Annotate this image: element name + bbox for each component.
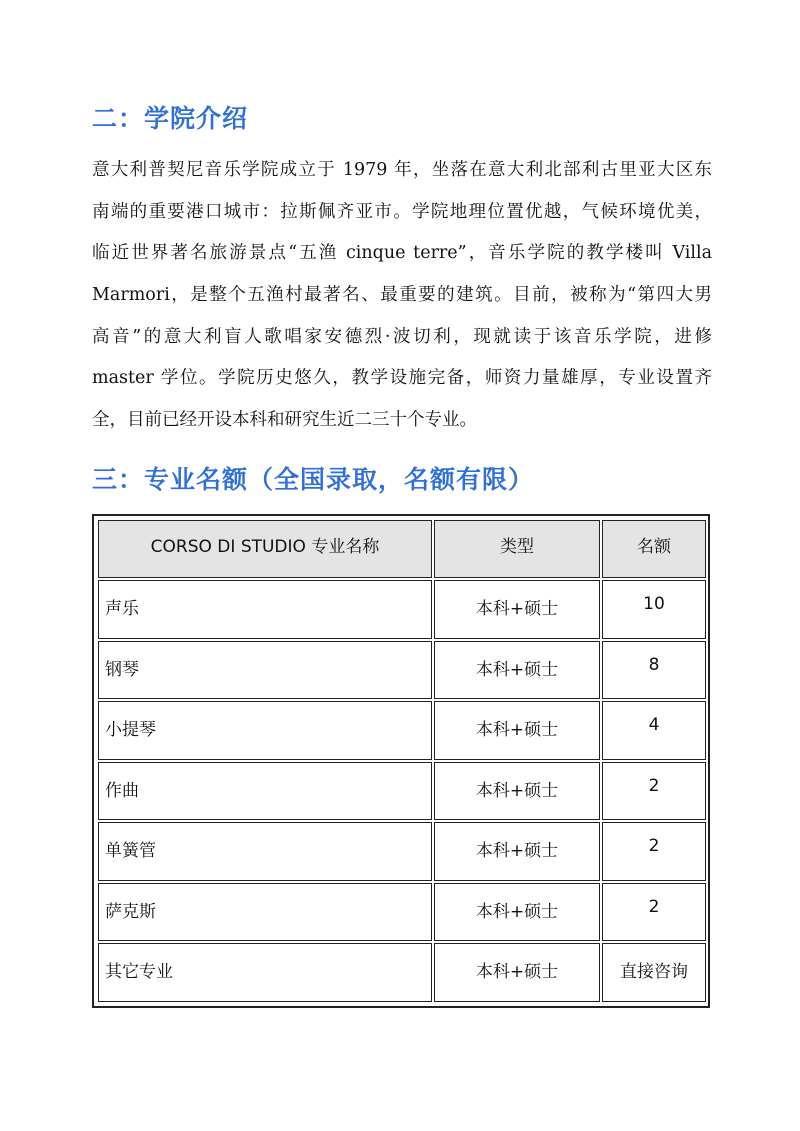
table-row xyxy=(98,762,706,821)
intro-line: master 学位。学院历史悠久，教学设施完备，师资力量雄厚，专业设置齐 xyxy=(92,368,712,389)
quota-table-frame xyxy=(92,514,710,1008)
table-row xyxy=(98,943,706,1002)
cell-type: 本科+硕士 xyxy=(434,762,600,821)
cell-major-name: 声乐 xyxy=(98,580,432,639)
cell-type: 本科+硕士 xyxy=(434,701,600,760)
cell-quota: 2 xyxy=(602,822,706,881)
cell-quota: 4 xyxy=(602,701,706,760)
cell-type: 本科+硕士 xyxy=(434,943,600,1002)
cell-quota: 10 xyxy=(602,580,706,639)
header-major-name: CORSO DI STUDIO 专业名称 xyxy=(98,520,432,578)
cell-major-name: 钢琴 xyxy=(98,641,432,700)
header-type: 类型 xyxy=(434,520,600,578)
section-heading-major-quota: 三：专业名额（全国录取，名额有限） xyxy=(92,465,535,494)
cell-major-name: 单簧管 xyxy=(98,822,432,881)
intro-line: 临近世界著名旅游景点“五渔 cinque terre”，音乐学院的教学楼叫 Villa xyxy=(92,243,712,264)
quota-table xyxy=(96,518,708,1004)
college-intro-paragraph xyxy=(92,150,712,442)
table-header-row xyxy=(98,520,706,578)
cell-major-name: 小提琴 xyxy=(98,701,432,760)
cell-major-name: 其它专业 xyxy=(98,943,432,1002)
header-quota: 名额 xyxy=(602,520,706,578)
table-row xyxy=(98,822,706,881)
cell-quota: 直接咨询 xyxy=(602,943,706,1002)
intro-line: 意大利普契尼音乐学院成立于 1979 年，坐落在意大利北部利古里亚大区东 xyxy=(92,160,712,180)
cell-type: 本科+硕士 xyxy=(434,580,600,639)
intro-line: Marmori，是整个五渔村最著名、最重要的建筑。目前，被称为“第四大男 xyxy=(92,285,712,306)
intro-line: 全，目前已经开设本科和研究生近二三十个专业。 xyxy=(92,410,477,431)
cell-type: 本科+硕士 xyxy=(434,883,600,942)
cell-major-name: 萨克斯 xyxy=(98,883,432,942)
table-row xyxy=(98,883,706,942)
section-heading-college-intro: 二：学院介绍 xyxy=(92,104,249,133)
cell-quota: 8 xyxy=(602,641,706,700)
intro-line: 高音”的意大利盲人歌唱家安德烈·波切利，现就读于该音乐学院，进修 xyxy=(92,326,712,347)
table-row xyxy=(98,641,706,700)
table-row xyxy=(98,701,706,760)
cell-major-name: 作曲 xyxy=(98,762,432,821)
table-row xyxy=(98,580,706,639)
intro-line: 南端的重要港口城市：拉斯佩齐亚市。学院地理位置优越，气候环境优美， xyxy=(92,201,712,222)
cell-type: 本科+硕士 xyxy=(434,641,600,700)
cell-quota: 2 xyxy=(602,883,706,942)
cell-quota: 2 xyxy=(602,762,706,821)
cell-type: 本科+硕士 xyxy=(434,822,600,881)
